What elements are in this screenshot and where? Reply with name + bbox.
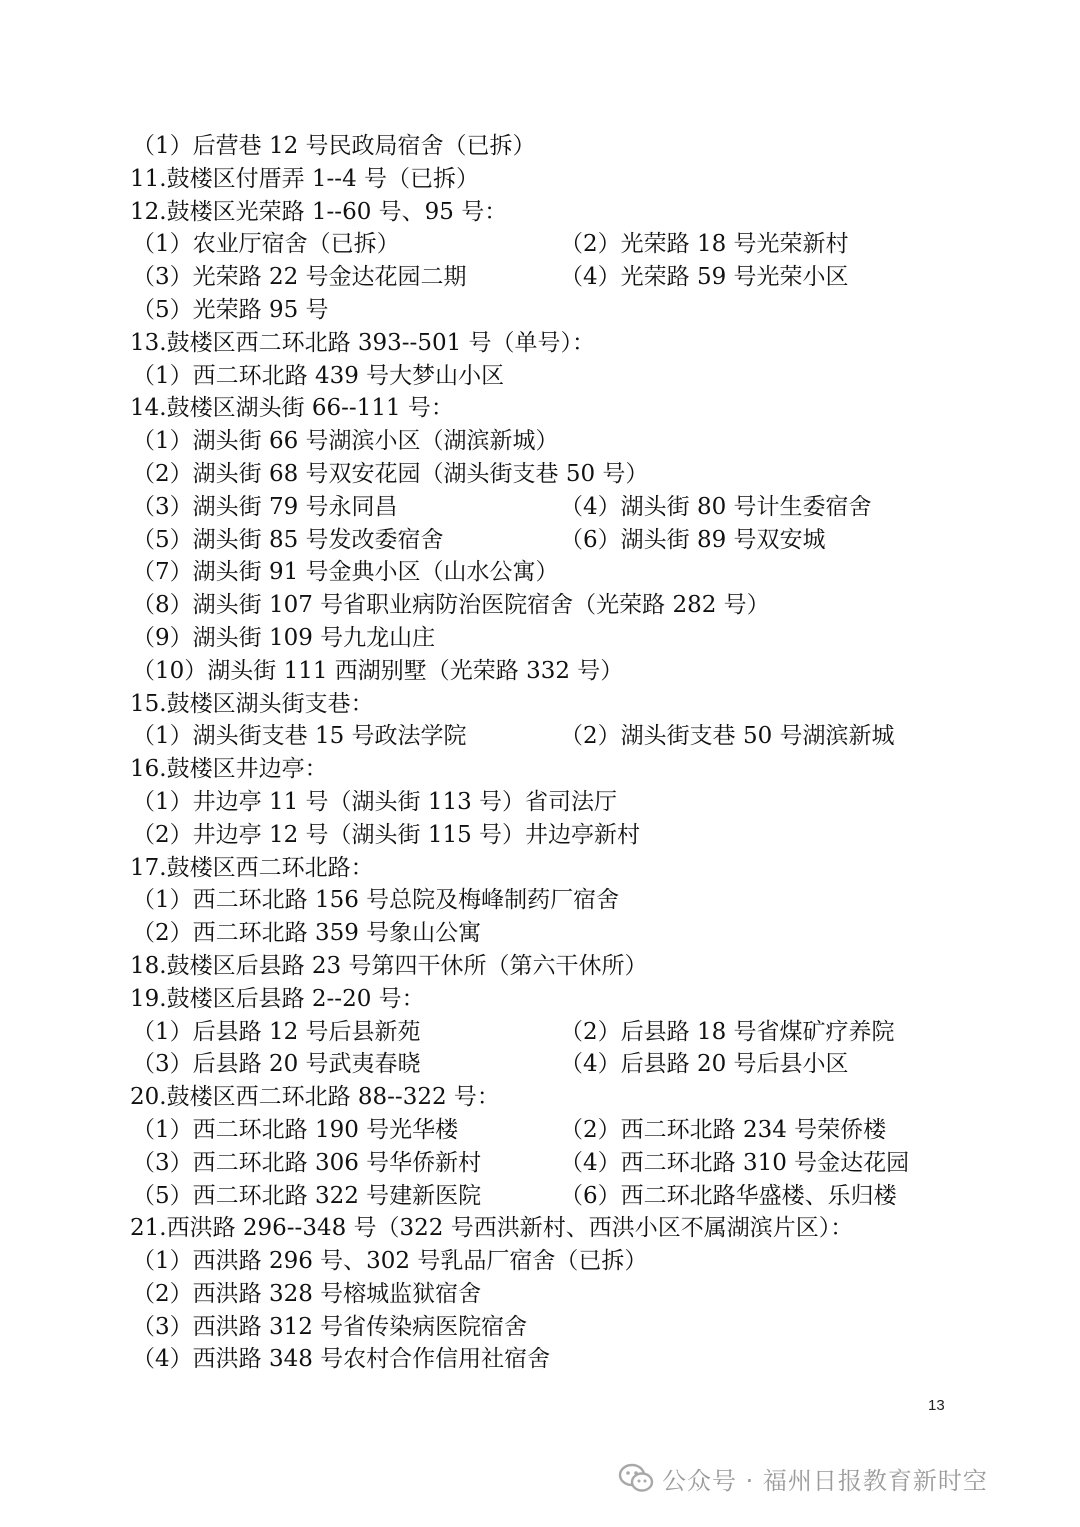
list-item: （3）西二环北路 306 号华侨新村 xyxy=(132,1149,482,1176)
page-number: 13 xyxy=(928,1397,945,1414)
section-heading: 19.鼓楼区后县路 2--20 号： xyxy=(130,985,425,1012)
list-item: （10）湖头街 111 西湖别墅（光荣路 332 号） xyxy=(132,657,624,684)
list-item: （4）湖头街 80 号计生委宿舍 xyxy=(560,493,872,520)
wechat-icon xyxy=(618,1463,654,1493)
list-item: （8）湖头街 107 号省职业病防治医院宿舍（光荣路 282 号） xyxy=(132,592,770,619)
list-item-pair xyxy=(130,524,950,557)
list-item: （1）西二环北路 190 号光华楼 xyxy=(132,1116,459,1143)
list-item: （9）湖头街 109 号九龙山庄 xyxy=(132,624,436,651)
list-item: （4）光荣路 59 号光荣小区 xyxy=(560,264,849,291)
list-item-pair xyxy=(130,261,950,294)
list-item: （5）西二环北路 322 号建新医院 xyxy=(132,1182,482,1209)
list-item: （1）后县路 12 号后县新苑 xyxy=(132,1018,421,1045)
list-item: （6）湖头街 89 号双安城 xyxy=(560,526,826,553)
list-item: （1）西二环北路 439 号大梦山小区 xyxy=(132,362,505,389)
list-item: （1）湖头街支巷 15 号政法学院 xyxy=(132,723,467,750)
list-item: （7）湖头街 91 号金典小区（山水公寓） xyxy=(132,559,559,586)
list-item: （4）西二环北路 310 号金达花园 xyxy=(560,1149,910,1176)
list-item: （2）西洪路 328 号榕城监狱宿舍 xyxy=(132,1280,482,1307)
list-item: （3）后县路 20 号武夷春晓 xyxy=(132,1051,421,1078)
list-item: （4）后县路 20 号后县小区 xyxy=(560,1051,849,1078)
list-item: （1）井边亭 11 号（湖头街 113 号）省司法厅 xyxy=(132,788,618,815)
list-item: （1）农业厅宿舍（已拆） xyxy=(132,231,400,258)
list-item: （1）湖头街 66 号湖滨小区（湖滨新城） xyxy=(132,428,559,455)
list-item: （2）湖头街 68 号双安花园（湖头街支巷 50 号） xyxy=(132,460,649,487)
section-heading: 15.鼓楼区湖头街支巷： xyxy=(130,690,374,717)
list-item: （2）湖头街支巷 50 号湖滨新城 xyxy=(560,723,895,750)
section-heading: 14.鼓楼区湖头街 66--111 号： xyxy=(130,395,454,422)
list-item-pair xyxy=(130,1048,950,1081)
list-item: （3）光荣路 22 号金达花园二期 xyxy=(132,264,467,291)
list-item: （2）西二环北路 359 号象山公寓 xyxy=(132,920,482,947)
list-item-pair xyxy=(130,491,950,524)
list-item: （2）西二环北路 234 号荣侨楼 xyxy=(560,1116,887,1143)
list-item: （3）西洪路 312 号省传染病医院宿舍 xyxy=(132,1313,528,1340)
section-heading: 13.鼓楼区西二环北路 393--501 号（单号）： xyxy=(130,329,596,356)
section-heading: 12.鼓楼区光荣路 1--60 号、95 号： xyxy=(130,198,508,225)
list-item: （3）湖头街 79 号永同昌 xyxy=(132,493,398,520)
list-item: （6）西二环北路华盛楼、乐归楼 xyxy=(560,1182,897,1209)
list-item: （4）西洪路 348 号农村合作信用社宿舍 xyxy=(132,1346,551,1373)
section-heading: 20.鼓楼区西二环北路 88--322 号： xyxy=(130,1084,500,1111)
section-heading: 18.鼓楼区后县路 23 号第四干休所（第六干休所） xyxy=(130,952,648,979)
list-item: （1）后营巷 12 号民政局宿舍（已拆） xyxy=(132,133,536,159)
section-heading: 16.鼓楼区井边亭： xyxy=(130,756,328,783)
list-item-pair xyxy=(130,1147,950,1180)
watermark xyxy=(618,1458,988,1498)
list-item-pair xyxy=(130,228,950,261)
list-item-pair xyxy=(130,1016,950,1049)
list-item: （2）光荣路 18 号光荣新村 xyxy=(560,231,849,258)
list-item-pair xyxy=(130,1114,950,1147)
list-item: （2）后县路 18 号省煤矿疗养院 xyxy=(560,1018,895,1045)
section-heading: 21.西洪路 296--348 号（322 号西洪新村、西洪小区不属湖滨片区）： xyxy=(130,1215,854,1242)
list-item: （5）光荣路 95 号 xyxy=(132,296,329,323)
list-item: （5）湖头街 85 号发改委宿舍 xyxy=(132,526,444,553)
list-item: （1）西二环北路 156 号总院及梅峰制药厂宿舍 xyxy=(132,887,620,914)
list-item-pair xyxy=(130,1180,950,1213)
watermark-text: 公众号 · 福州日报教育新时空 xyxy=(662,1466,988,1495)
list-item: （2）井边亭 12 号（湖头街 115 号）井边亭新村 xyxy=(132,821,641,848)
section-heading: 11.鼓楼区付厝弄 1--4 号（已拆） xyxy=(130,165,480,192)
document-body xyxy=(130,130,950,1376)
list-item-pair xyxy=(130,720,950,753)
list-item: （1）西洪路 296 号、302 号乳品厂宿舍（已拆） xyxy=(132,1248,648,1275)
section-heading: 17.鼓楼区西二环北路： xyxy=(130,854,374,881)
